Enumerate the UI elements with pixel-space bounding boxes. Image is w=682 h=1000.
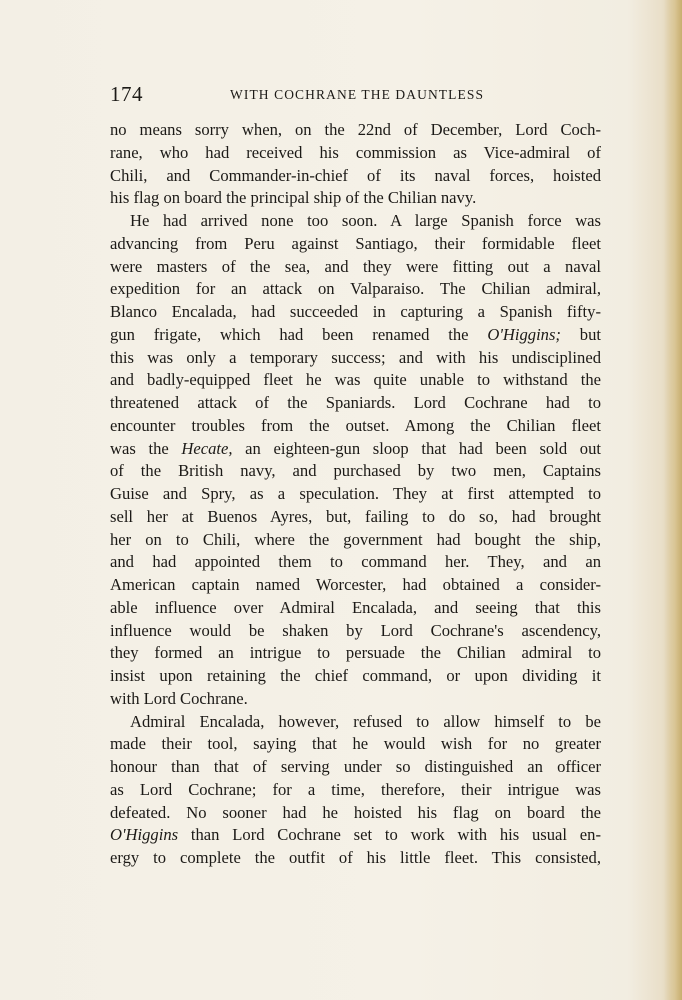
- text-line: [110, 506, 601, 529]
- text-segment: this was only a temporary success; and with his undisciplined: [110, 347, 601, 367]
- text-line: [110, 142, 601, 165]
- text-line: [110, 278, 601, 301]
- page-edge-shadow: [664, 0, 682, 1000]
- text-segment: Guise and Spry, as a speculation. They at first attempted to: [110, 484, 601, 503]
- text-segment: but: [560, 324, 601, 344]
- text-line: [110, 324, 601, 347]
- text-line: [110, 756, 601, 779]
- text-segment: expedition for an attack on Valparaiso. The Chilian admiral,: [110, 279, 601, 299]
- text-line: [110, 597, 601, 620]
- text-segment: gun frigate, which had been renamed the: [110, 324, 488, 344]
- text-segment: Blanco Encalada, had succeeded in capturing a Spanish fifty-: [110, 302, 601, 321]
- italic-ship-name: O'Higgins: [110, 825, 179, 845]
- text-segment: Chili, and Commander-in-chief of its naval forces, hoisted: [110, 165, 601, 185]
- page-number: 174: [110, 82, 143, 106]
- text-segment: his flag on board the principal ship of the Chilian navy.: [110, 188, 477, 208]
- text-line: [110, 847, 601, 870]
- text-line: [110, 620, 601, 643]
- text-segment: ergy to complete the outfit of his little fleet. This consisted,: [110, 848, 601, 867]
- text-segment: American captain named Worcester, had obtained a consider-: [110, 575, 601, 594]
- text-line: [110, 233, 601, 256]
- text-line: [110, 574, 601, 597]
- text-segment: no means sorry when, on the 22nd of December, Lord Coch-: [110, 120, 601, 139]
- text-line: [110, 256, 601, 279]
- text-segment: made their tool, saying that he would wish for no greater: [110, 734, 601, 754]
- text-segment: advancing from Peru against Santiago, their formidable fleet: [110, 233, 601, 253]
- text-segment: Admiral Encalada, however, refused to allow himself to be: [130, 711, 601, 731]
- text-segment: and had appointed them to command her. They, and an: [110, 552, 601, 572]
- text-line: [110, 301, 601, 324]
- text-segment: defeated. No sooner had he hoisted his flag on board the: [110, 802, 601, 822]
- text-segment: sell her at Buenos Ayres, but, failing to do so, had brought: [110, 506, 601, 526]
- text-line: [110, 551, 601, 574]
- text-line: [110, 779, 601, 802]
- text-line: [110, 642, 601, 665]
- text-segment: and badly-equipped fleet he was quite unable to withstand the: [110, 370, 601, 390]
- text-line: [110, 824, 601, 847]
- text-segment: they formed an intrigue to persuade the Chilian admiral to: [110, 643, 601, 663]
- text-line: [110, 438, 601, 461]
- text-segment: her on to Chili, where the government had bought the ship,: [110, 529, 601, 549]
- text-line: [110, 711, 601, 734]
- text-line: [110, 347, 601, 370]
- italic-ship-name: O'Higgins;: [487, 324, 561, 344]
- text-line: [110, 119, 601, 142]
- text-segment: was the: [110, 438, 182, 458]
- text-line: [110, 460, 601, 483]
- text-line: [110, 733, 601, 756]
- text-line: [110, 210, 601, 233]
- text-line: [110, 187, 601, 210]
- text-line: [110, 802, 601, 825]
- text-line: [110, 415, 601, 438]
- text-segment: as Lord Cochrane; for a time, therefore, their intrigue was: [110, 779, 601, 799]
- text-segment: than Lord Cochrane set to work with his usual en-: [178, 825, 601, 845]
- text-segment: were masters of the sea, and they were fitting out a naval: [110, 256, 601, 276]
- text-line: [110, 688, 601, 711]
- text-line: [110, 392, 601, 415]
- text-segment: an eighteen-gun sloop that had been sold out: [232, 438, 601, 458]
- text-segment: He had arrived none too soon. A large Spanish force was: [130, 211, 601, 230]
- text-line: [110, 369, 601, 392]
- text-segment: honour than that of serving under so distinguished an officer: [110, 757, 601, 776]
- text-segment: influence would be shaken by Lord Cochrane's ascendency,: [110, 620, 601, 640]
- text-line: [110, 665, 601, 688]
- text-segment: insist upon retaining the chief command, or upon dividing it: [110, 666, 601, 685]
- running-header: [110, 82, 600, 108]
- text-segment: able influence over Admiral Encalada, and seeing that this: [110, 597, 601, 617]
- running-title: WITH COCHRANE THE DAUNTLESS: [230, 87, 485, 102]
- text-segment: encounter troubles from the outset. Among the Chilian fleet: [110, 415, 601, 435]
- text-segment: threatened attack of the Spaniards. Lord Cochrane had to: [110, 393, 601, 412]
- body-text: [110, 119, 601, 870]
- text-line: [110, 483, 601, 506]
- text-line: [110, 529, 601, 552]
- text-segment: rane, who had received his commission as Vice-admiral of: [110, 142, 601, 162]
- text-segment: of the British navy, and purchased by two men, Captains: [110, 461, 601, 481]
- italic-ship-name: Hecate,: [181, 438, 233, 458]
- text-line: [110, 165, 601, 188]
- text-segment: with Lord Cochrane.: [110, 688, 248, 708]
